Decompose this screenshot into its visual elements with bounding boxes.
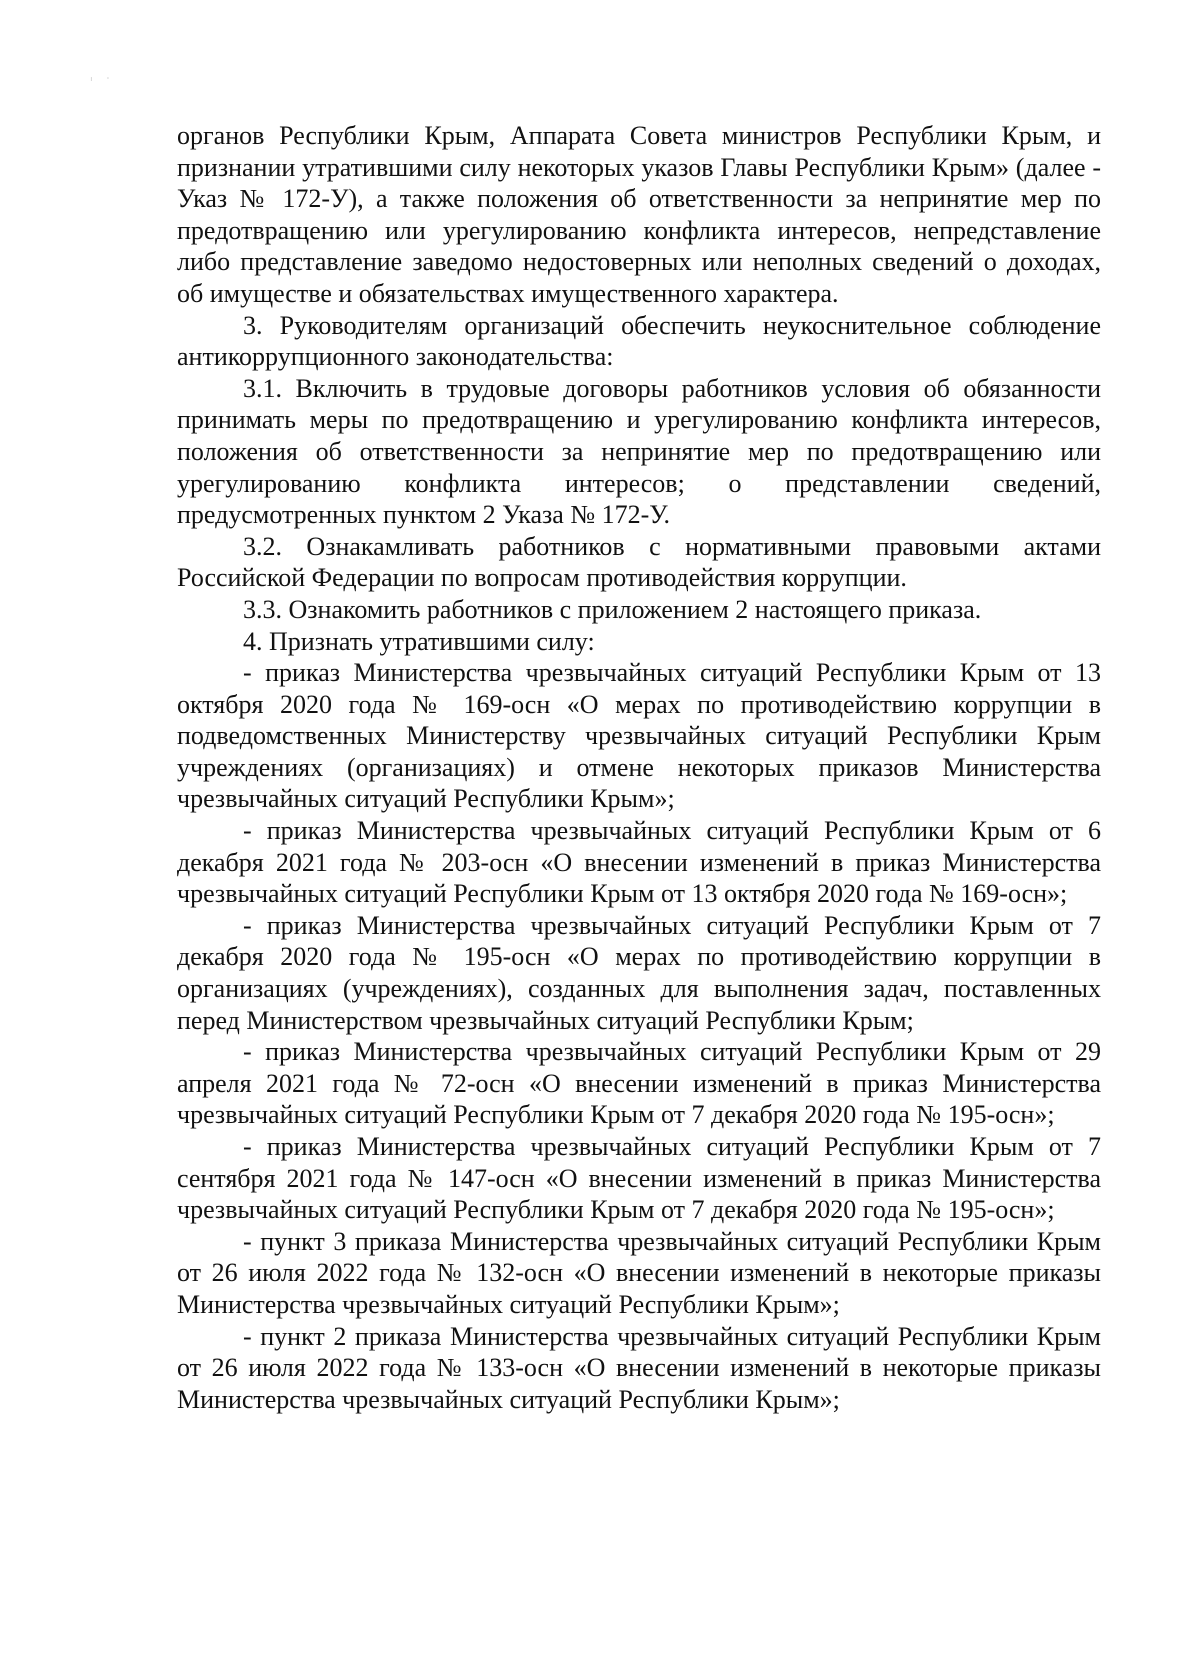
paragraph-item-3-3: 3.3. Ознакомить работников с приложением 2 настоящего приказа. xyxy=(243,594,982,624)
scan-artifact: · · · xyxy=(90,74,116,85)
repealed-order-item: - пункт 3 приказа Министерства чрезвычайных ситуаций Республики Крым от 26 июля 2022 года № 132-осн «О внесении изменений в некоторые приказы Министерства чрезвычайных ситуаций Республики Крым»; xyxy=(177,1226,1101,1319)
repealed-order-item: - приказ Министерства чрезвычайных ситуаций Республики Крым от 29 апреля 2021 года № 72-осн «О внесении изменений в приказ Министерства чрезвычайных ситуаций Республики Крым от 7 декабря 2020 года № 195-осн»; xyxy=(177,1037,1101,1130)
paragraph-item-4: 4. Признать утратившими силу: xyxy=(243,626,595,656)
paragraph-item-3-1: 3.1. Включить в трудовые договоры работников условия об обязанности принимать меры по предотвращению и урегулированию конфликта интересов, положения об ответственности за непринятие мер по предотвращению или урегулированию конфликта интересов; о представлении сведений, предусмотренных пунктом 2 Указа № 172-У. xyxy=(177,373,1101,530)
repealed-order-item: - приказ Министерства чрезвычайных ситуаций Республики Крым от 7 сентября 2021 года № 147-осн «О внесении изменений в приказ Министерства чрезвычайных ситуаций Республики Крым от 7 декабря 2020 года № 195-осн»; xyxy=(177,1132,1101,1225)
paragraph-item-3-2: 3.2. Ознакамливать работников с нормативными правовыми актами Российской Федерации по вопросам противодействия коррупции. xyxy=(177,531,1101,593)
repealed-order-item: - пункт 2 приказа Министерства чрезвычайных ситуаций Республики Крым от 26 июля 2022 года № 133-осн «О внесении изменений в некоторые приказы Министерства чрезвычайных ситуаций Республики Крым»; xyxy=(177,1321,1101,1414)
paragraph-item-3: 3. Руководителям организаций обеспечить неукоснительное соблюдение антикоррупционного законодательства: xyxy=(177,310,1101,372)
document-body xyxy=(177,120,1101,1415)
repealed-order-item: - приказ Министерства чрезвычайных ситуаций Республики Крым от 7 декабря 2020 года № 195-осн «О мерах по противодействию коррупции в организациях (учреждениях), созданных для выполнения задач, поставленных перед Министерством чрезвычайных ситуаций Республики Крым; xyxy=(177,910,1101,1035)
paragraph-continuation: органов Республики Крым, Аппарата Совета министров Республики Крым, и признании утратившими силу некоторых указов Главы Республики Крым» (далее - Указ № 172-У), а также положения об ответственности за непринятие мер по предотвращению или урегулированию конфликта интересов, непредставление либо представление заведомо недостоверных или неполных сведений о доходах, об имуществе и обязательствах имущественного характера. xyxy=(177,121,1101,308)
repealed-order-item: - приказ Министерства чрезвычайных ситуаций Республики Крым от 13 октября 2020 года № 169-осн «О мерах по противодействию коррупции в подведомственных Министерству чрезвычайных ситуаций Республики Крым учреждениях (организациях) и отмене некоторых приказов Министерства чрезвычайных ситуаций Республики Крым»; xyxy=(177,658,1101,814)
repealed-order-item: - приказ Министерства чрезвычайных ситуаций Республики Крым от 6 декабря 2021 года № 203-осн «О внесении изменений в приказ Министерства чрезвычайных ситуаций Республики Крым от 13 октября 2020 года № 169-осн»; xyxy=(177,816,1101,909)
